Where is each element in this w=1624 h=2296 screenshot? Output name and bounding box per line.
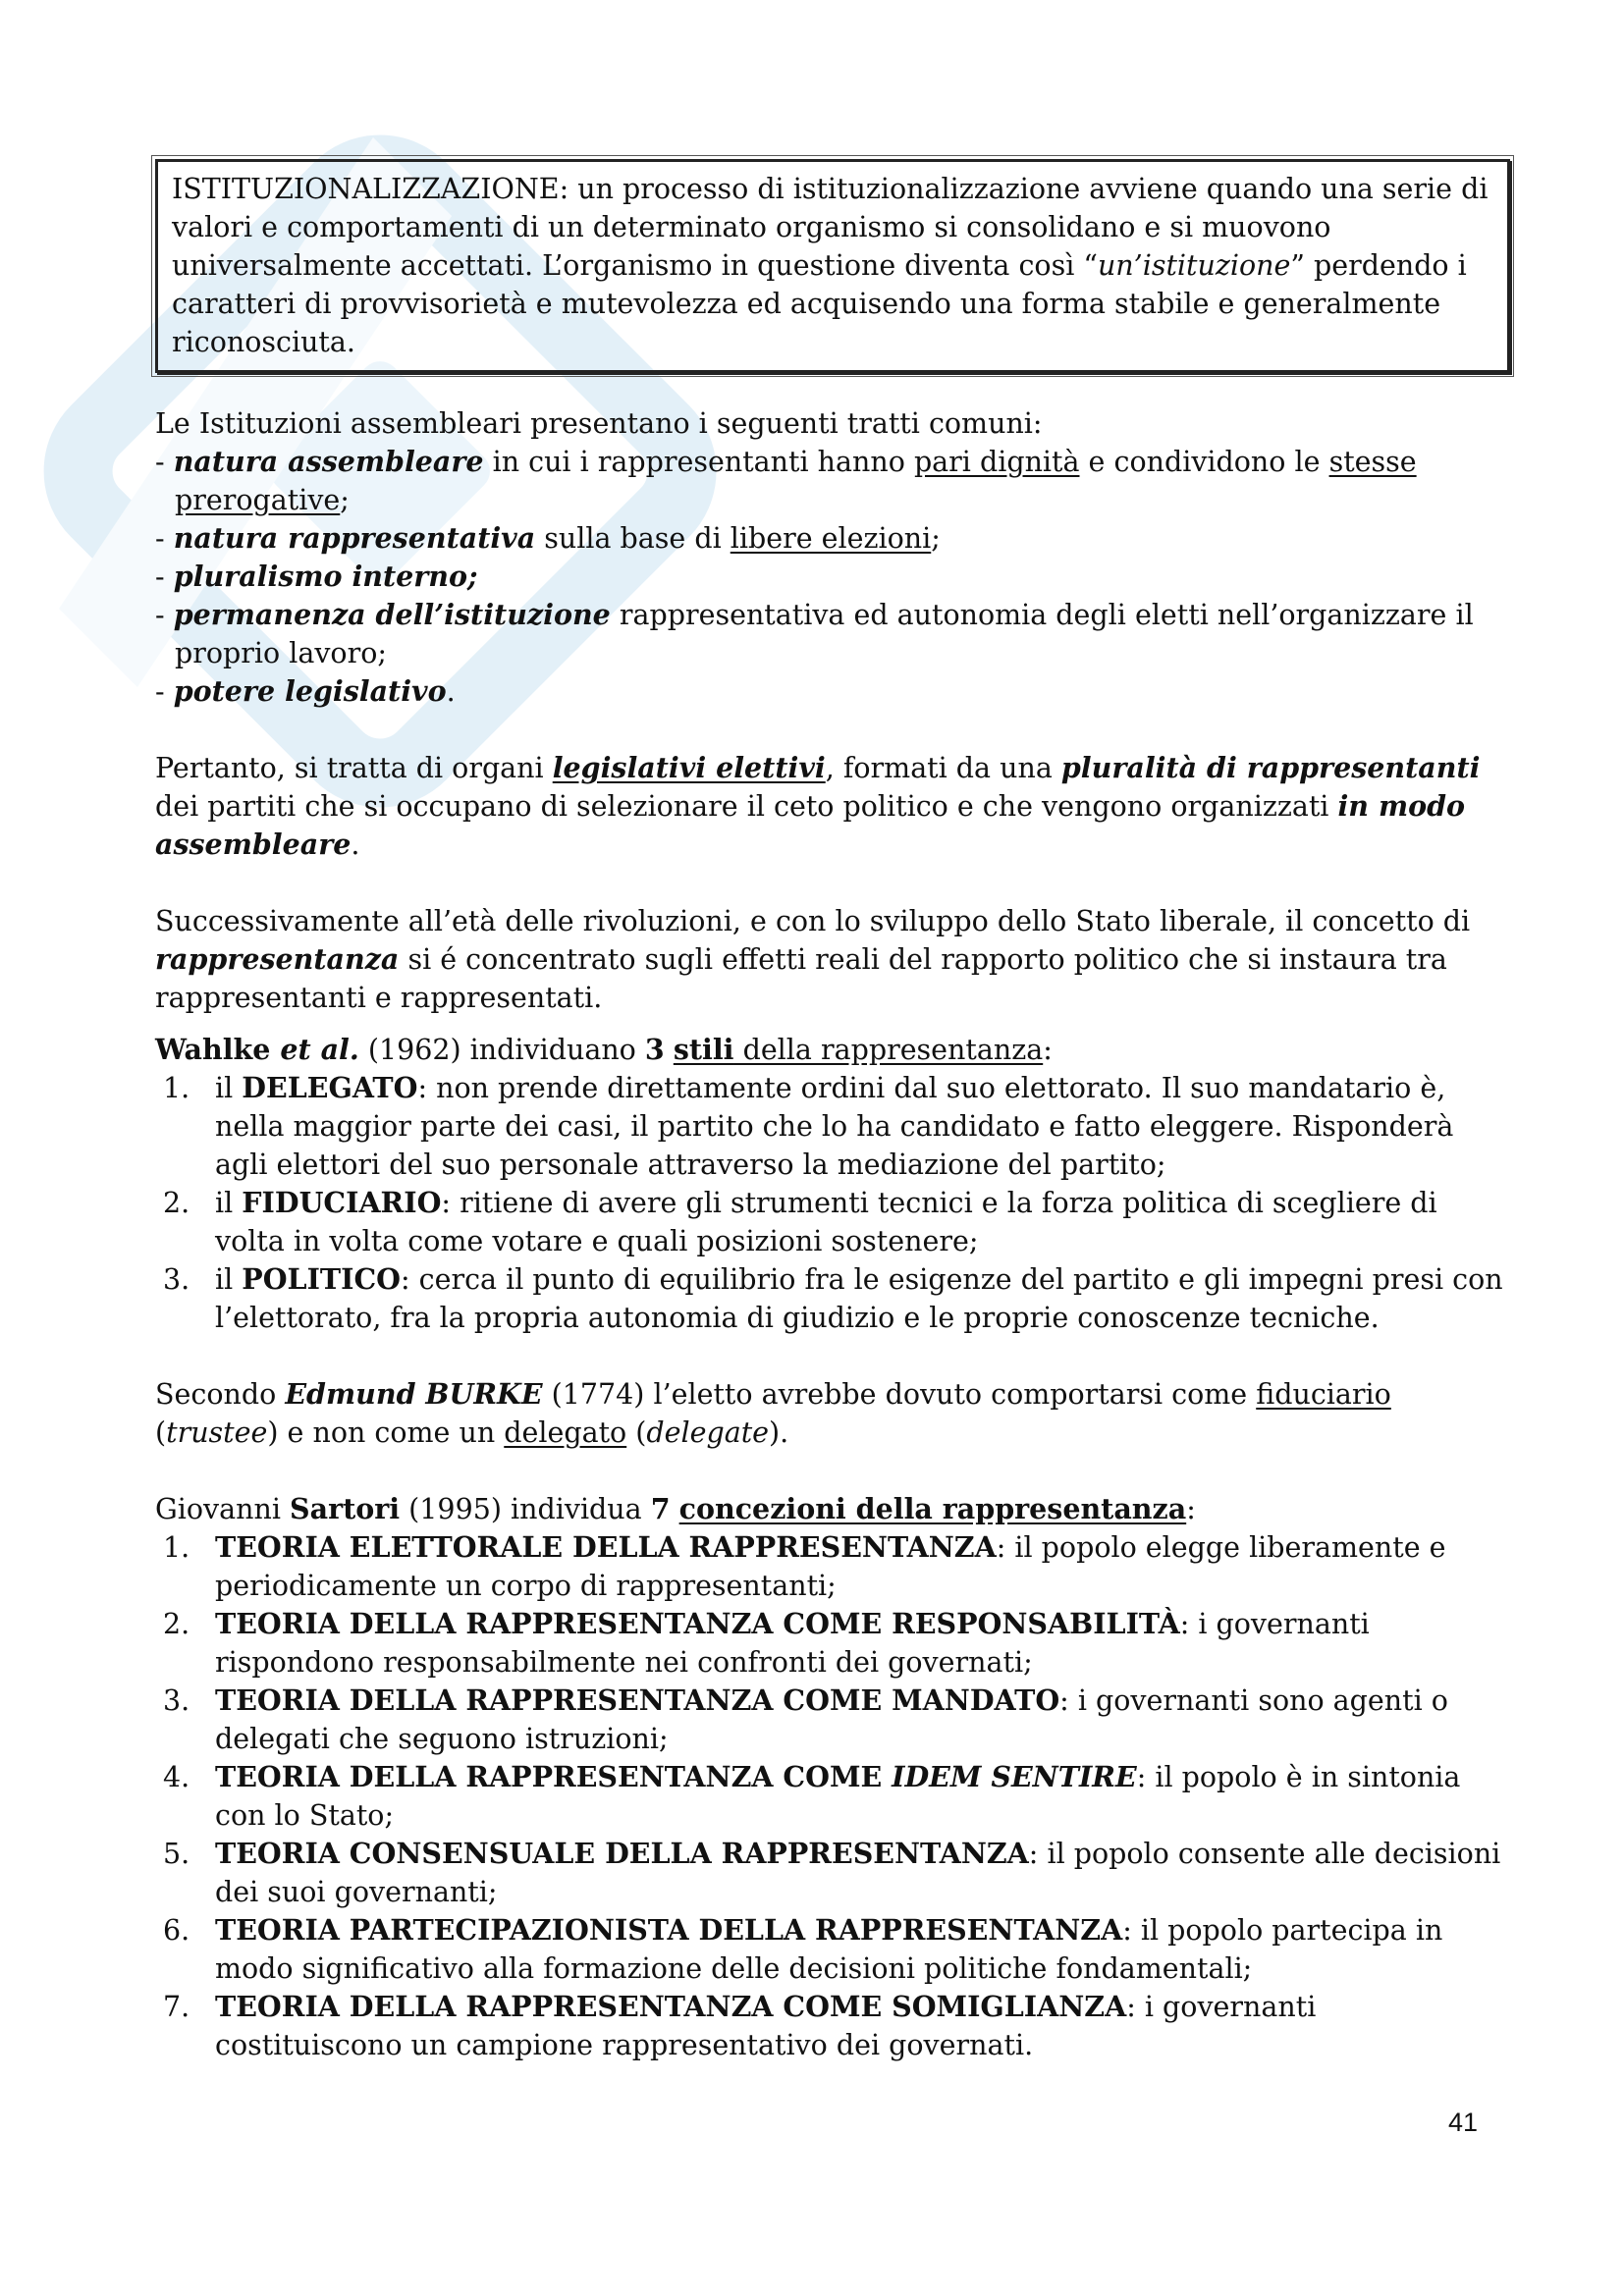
definition-text: ISTITUZIONALIZZAZIONE: un processo di istituzionalizzazione avviene quando una serie di valori e comportamenti di un determinato organismo si consolidano e si muovono universalmente accettati. L’organismo in questione diventa così “un’istituzione” perdendo i caratteri di provvisorietà e mutevolezza ed acquisendo una forma stabile e generalmente riconosciuta. [172, 173, 1489, 358]
assembly-intro: Le Istituzioni assembleari presentano i seguenti tratti comuni: [155, 407, 1043, 440]
pertanto-paragraph: Pertanto, si tratta di organi legislativi elettivi, formati da una pluralità di rappresentanti dei partiti che si occupano di selezionare il ceto politico e che vengono organizzati in modo assembleare. [155, 751, 1481, 861]
list-item: 3. TEORIA DELLA RAPPRESENTANZA COME MANDATO: i governanti sono agenti o delegati che seguono istruzioni; [163, 1683, 1448, 1755]
list-item: 3. il POLITICO: cerca il punto di equilibrio fra le esigenze del partito e gli impegni presi con l’elettorato, fra la propria autonomia di giudizio e le proprie conoscenze tecniche. [163, 1262, 1503, 1334]
list-item: 6. TEORIA PARTECIPAZIONISTA DELLA RAPPRESENTANZA: il popolo partecipa in modo significativo alla formazione delle decisioni politiche fondamentali; [163, 1913, 1443, 1985]
list-item: 2. TEORIA DELLA RAPPRESENTANZA COME RESPONSABILITÀ: i governanti rispondono responsabilmente nei confronti dei governati; [163, 1607, 1370, 1679]
list-item: - potere legislativo. [155, 674, 456, 708]
successivamente-paragraph: Successivamente all’età delle rivoluzioni, e con lo sviluppo dello Stato liberale, il concetto di rappresentanza si é concentrato sugli effetti reali del rapporto politico che si instaura tra rappresentanti e rappresentati. [155, 905, 1471, 1014]
list-item: 2. il FIDUCIARIO: ritiene di avere gli strumenti tecnici e la forza politica di scegliere di volta in volta come votare e quali posizioni sostenere; [163, 1186, 1437, 1257]
page-number: 41 [1448, 2108, 1479, 2137]
burke-paragraph: Secondo Edmund BURKE (1774) l’eletto avrebbe dovuto comportarsi come fiduciario (trustee) e non come un delegato (delegate). [155, 1377, 1391, 1449]
definition-term: ISTITUZIONALIZZAZIONE [172, 173, 560, 205]
wahlke-section [155, 1031, 1510, 1337]
sartori-concepts-list [155, 1528, 1510, 2064]
assembly-section [155, 404, 1510, 711]
sartori-intro: Giovanni Sartori (1995) individua 7 concezioni della rappresentanza: [155, 1492, 1196, 1525]
list-item: 1. TEORIA ELETTORALE DELLA RAPPRESENTANZA: il popolo elegge liberamente e periodicamente un corpo di rappresentanti; [163, 1530, 1446, 1602]
list-item: 1. il DELEGATO: non prende direttamente ordini dal suo elettorato. Il suo mandatario è, nella maggior parte dei casi, il partito che lo ha candidato e fatto eleggere. Risponderà agli elettori del suo personale attraverso la mediazione del partito; [163, 1071, 1454, 1181]
sartori-section [155, 1490, 1510, 2064]
list-item: - natura assembleare in cui i rappresentanti hanno pari dignità e condividono le stesse prerogative; [155, 445, 1417, 516]
list-item: 4. TEORIA DELLA RAPPRESENTANZA COME IDEM SENTIRE: il popolo è in sintonia con lo Stato; [163, 1760, 1461, 1832]
wahlke-intro: Wahlke et al. (1962) individuano 3 stili della rappresentanza: [155, 1033, 1053, 1066]
definition-box [155, 159, 1510, 373]
list-item: 7. TEORIA DELLA RAPPRESENTANZA COME SOMIGLIANZA: i governanti costituiscono un campione rappresentativo dei governati. [163, 1990, 1317, 2061]
list-item: 5. TEORIA CONSENSUALE DELLA RAPPRESENTANZA: il popolo consente alle decisioni dei suoi governanti; [163, 1837, 1501, 1908]
list-item: - pluralismo interno; [155, 560, 478, 593]
list-item: - permanenza dell’istituzione rappresentativa ed autonomia degli eletti nell’organizzare il proprio lavoro; [155, 598, 1474, 669]
wahlke-styles-list [155, 1069, 1510, 1337]
assembly-traits-list [155, 443, 1510, 711]
list-item: - natura rappresentativa sulla base di libere elezioni; [155, 521, 941, 555]
page-content [155, 159, 1510, 2064]
